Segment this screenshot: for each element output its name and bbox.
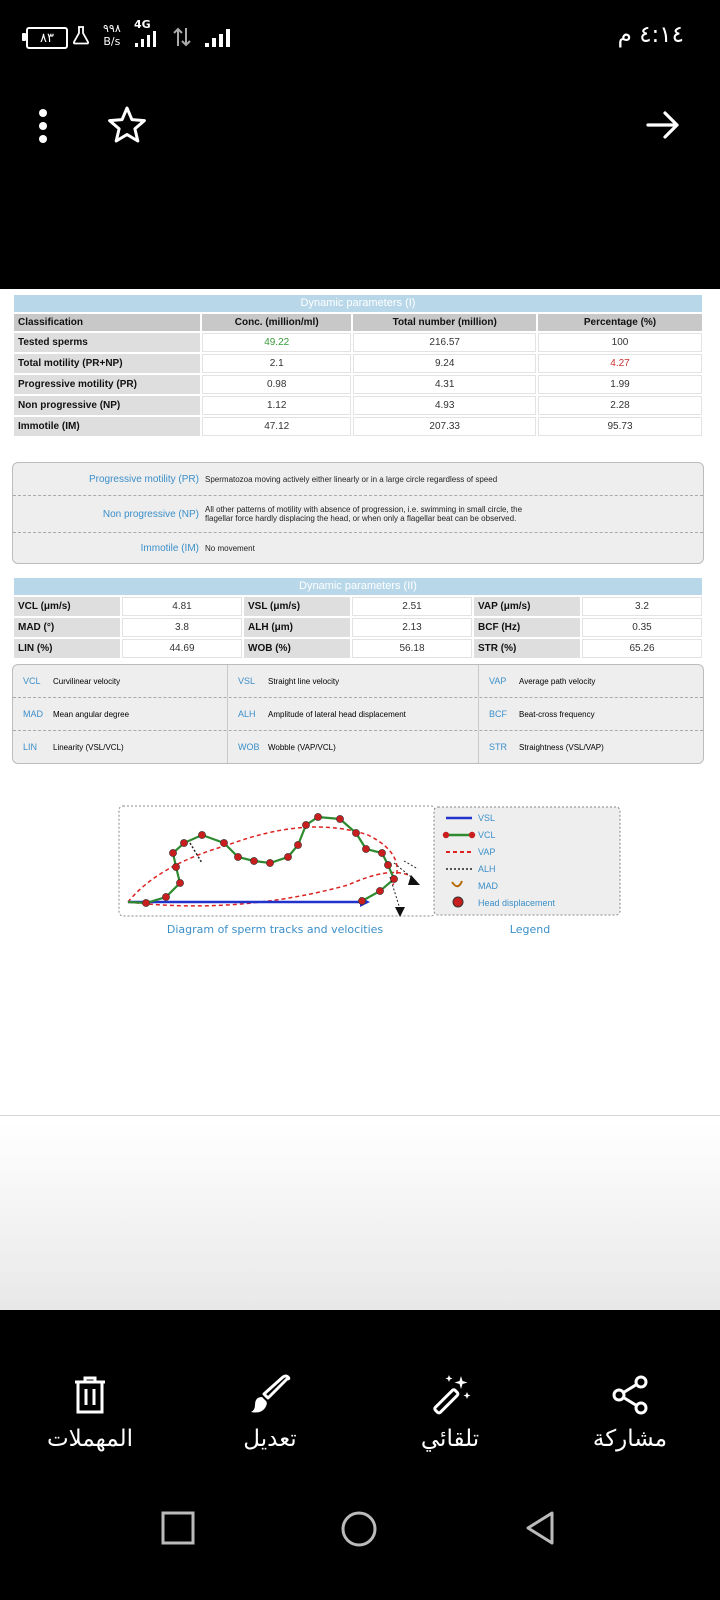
abbreviation-cell [479,731,703,763]
head-position-dot [284,853,291,860]
magic-wand-icon [429,1374,471,1416]
page-divider [0,1115,720,1116]
table-cell: 216.57 [353,333,536,352]
table-cell: 207.33 [353,417,536,436]
network-speed [103,22,121,48]
brush-icon [249,1374,291,1416]
star-outline-icon [107,105,147,145]
document-image [12,293,704,764]
param-label: ALH (μm) [244,618,350,637]
head-position-dot [358,897,365,904]
table-cell: 4.27 [538,354,702,373]
param-label: VAP (μm/s) [474,597,580,616]
abbr-text: Mean angular degree [53,709,130,719]
abbreviation-cell [479,698,703,730]
delete-label: المهملات [47,1426,133,1452]
table-row [14,618,702,637]
abbr-key: VCL [23,676,41,686]
legend-label: MAD [478,881,498,891]
abbr-text: Straight line velocity [268,676,340,686]
definition-term: Progressive motility (PR) [88,473,199,485]
row-label: Immotile (IM) [14,417,200,436]
data-arrows-icon [172,26,192,48]
nav-back-button[interactable] [522,1510,558,1546]
abbr-key: ALH [238,709,256,719]
page-shadow [0,1122,720,1310]
head-position-dot [176,879,183,886]
abbr-key: VSL [238,676,256,686]
abbr-key: STR [489,742,507,752]
table-cell: 49.22 [202,333,351,352]
header-conc: Conc. (million/ml) [202,314,351,331]
edit-label: تعديل [243,1426,297,1452]
param-label: VCL (μm/s) [14,597,120,616]
head-position-dot [180,839,187,846]
abbr-key: BCF [489,709,507,719]
clock: ٤:١٤ م [617,22,684,48]
row-label: Total motility (PR+NP) [14,354,200,373]
param-value: 65.26 [582,639,702,658]
network-type: 4G [134,18,151,31]
head-position-dot [250,857,257,864]
param-value: 3.8 [122,618,242,637]
abbreviation-row [13,731,703,763]
table-cell: 9.24 [353,354,536,373]
vcl-swatch-dot [443,832,449,838]
table-cell: 95.73 [538,417,702,436]
param-label: VSL (μm/s) [244,597,350,616]
table-row [14,639,702,658]
abbreviation-row [13,698,703,731]
header-classification: Classification [14,314,200,331]
recent-apps-button[interactable] [160,1510,196,1546]
head-position-dot [220,839,227,846]
triangle-back-icon [528,1513,552,1543]
share-label: مشاركة [592,1426,668,1452]
table-cell: 1.99 [538,375,702,394]
legend-label: VSL [478,813,496,823]
dynamic-parameters-table-1 [12,293,704,438]
head-position-dot [234,853,241,860]
back-button[interactable] [640,102,686,148]
head-position-dot [142,899,149,906]
circle-icon [343,1513,375,1545]
table-row [14,354,702,373]
definition-row [13,496,703,533]
table-2-title: Dynamic parameters (II) [14,578,702,595]
bottom-action-bar [0,1310,720,1600]
auto-enhance-label: تلقائي [420,1426,480,1452]
param-label: LIN (%) [14,639,120,658]
param-label: MAD (°) [14,618,120,637]
favorite-button[interactable] [104,102,150,148]
table-1-title: Dynamic parameters (I) [14,295,702,312]
motility-definitions [12,462,704,564]
definition-row [13,533,703,563]
param-value: 2.51 [352,597,472,616]
abbr-text: Amplitude of lateral head displacement [268,709,406,719]
head-position-dot [376,887,383,894]
table-cell: 0.98 [202,375,351,394]
dynamic-parameters-table-2 [12,576,704,660]
head-position-dot [294,841,301,848]
head-position-dot [172,863,179,870]
more-vert-icon [37,108,49,144]
head-position-dot [169,849,176,856]
param-value: 56.18 [352,639,472,658]
square-icon [163,1513,193,1543]
head-position-dot [266,859,273,866]
auto-enhance-button[interactable] [380,1374,520,1452]
head-position-dot [198,831,205,838]
definition-text: All other patterns of motility with absence of progression, i.e. swimming in small circle, the flagellar force hardly displacing the head, or when only a flagellar beat can be observed. [205,505,523,523]
sperm-track-diagram [118,805,438,925]
edit-button[interactable] [200,1374,340,1452]
head-position-dot [336,815,343,822]
abbreviation-row [13,665,703,698]
legend-label: Head displacement [478,898,556,908]
definition-row [13,463,703,496]
abbreviation-cell [228,698,479,730]
legend-label: VAP [478,847,496,857]
definition-term: Non progressive (NP) [102,508,199,520]
status-bar [0,0,720,70]
speed-value: ٩٩٨ [103,22,121,35]
home-button[interactable] [340,1510,378,1548]
table-cell: 47.12 [202,417,351,436]
table-cell: 4.31 [353,375,536,394]
definition-text: No movement [205,543,255,553]
head-position-dot [362,845,369,852]
table-cell: 4.93 [353,396,536,415]
speed-unit: B/s [103,35,121,48]
table-row [14,396,702,415]
param-value: 3.2 [582,597,702,616]
param-label: BCF (Hz) [474,618,580,637]
param-value: 44.69 [122,639,242,658]
battery-level: ٨٣ [40,30,54,46]
head-position-dot [162,893,169,900]
table-cell: 1.12 [202,396,351,415]
head-position-dot [302,821,309,828]
legend-label: ALH [478,864,496,874]
abbr-text: Beat-cross frequency [519,709,595,719]
diagram-caption: Diagram of sperm tracks and velocities [166,923,384,936]
delete-button[interactable] [20,1374,160,1452]
head-position-dot [384,861,391,868]
more-options-button[interactable] [28,102,58,150]
definition-text: Spermatozoa moving actively either linearly or in a large circle regardless of speed [205,474,498,484]
param-label: STR (%) [474,639,580,658]
top-app-bar [0,80,720,180]
head-displacement-swatch [453,897,463,907]
abbreviation-cell [228,665,479,697]
flask-icon [72,25,90,45]
row-label: Tested sperms [14,333,200,352]
trash-icon [69,1374,111,1416]
head-position-dot [352,829,359,836]
abbr-key: MAD [23,709,43,719]
abbr-text: Curvilinear velocity [53,676,121,686]
legend-caption: Legend [509,923,551,936]
table-row [14,417,702,436]
definition-term: Immotile (IM) [140,542,199,554]
abbr-key: LIN [23,742,38,752]
table-row [14,375,702,394]
header-total-number: Total number (million) [353,314,536,331]
share-button[interactable] [560,1374,700,1452]
arrow-forward-icon [645,107,681,143]
abbr-text: Straightness (VSL/VAP) [519,742,604,752]
abbr-text: Average path velocity [519,676,596,686]
legend-label: VCL [478,830,496,840]
legend-box [432,805,626,919]
abbreviation-cell [13,731,228,763]
table-cell: 2.28 [538,396,702,415]
header-percentage: Percentage (%) [538,314,702,331]
share-icon [609,1374,651,1416]
vcl-swatch-dot [469,832,475,838]
param-value: 0.35 [582,618,702,637]
table-row [14,597,702,616]
table-row [14,333,702,352]
abbr-key: WOB [238,742,260,752]
head-position-dot [378,849,385,856]
param-value: 2.13 [352,618,472,637]
table-cell: 100 [538,333,702,352]
abbreviation-cell [13,665,228,697]
abbr-key: VAP [489,676,507,686]
abbreviation-legend [12,664,704,764]
abbr-text: Linearity (VSL/VCL) [53,742,124,752]
head-position-dot [314,813,321,820]
table-cell: 2.1 [202,354,351,373]
abbr-text: Wobble (VAP/VCL) [268,742,336,752]
battery-indicator [26,27,68,49]
abbreviation-cell [479,665,703,697]
param-value: 4.81 [122,597,242,616]
abbreviation-cell [13,698,228,730]
param-label: WOB (%) [244,639,350,658]
row-label: Progressive motility (PR) [14,375,200,394]
row-label: Non progressive (NP) [14,396,200,415]
abbreviation-cell [228,731,479,763]
signal-icon [134,30,158,48]
signal-icon-2 [204,28,232,48]
